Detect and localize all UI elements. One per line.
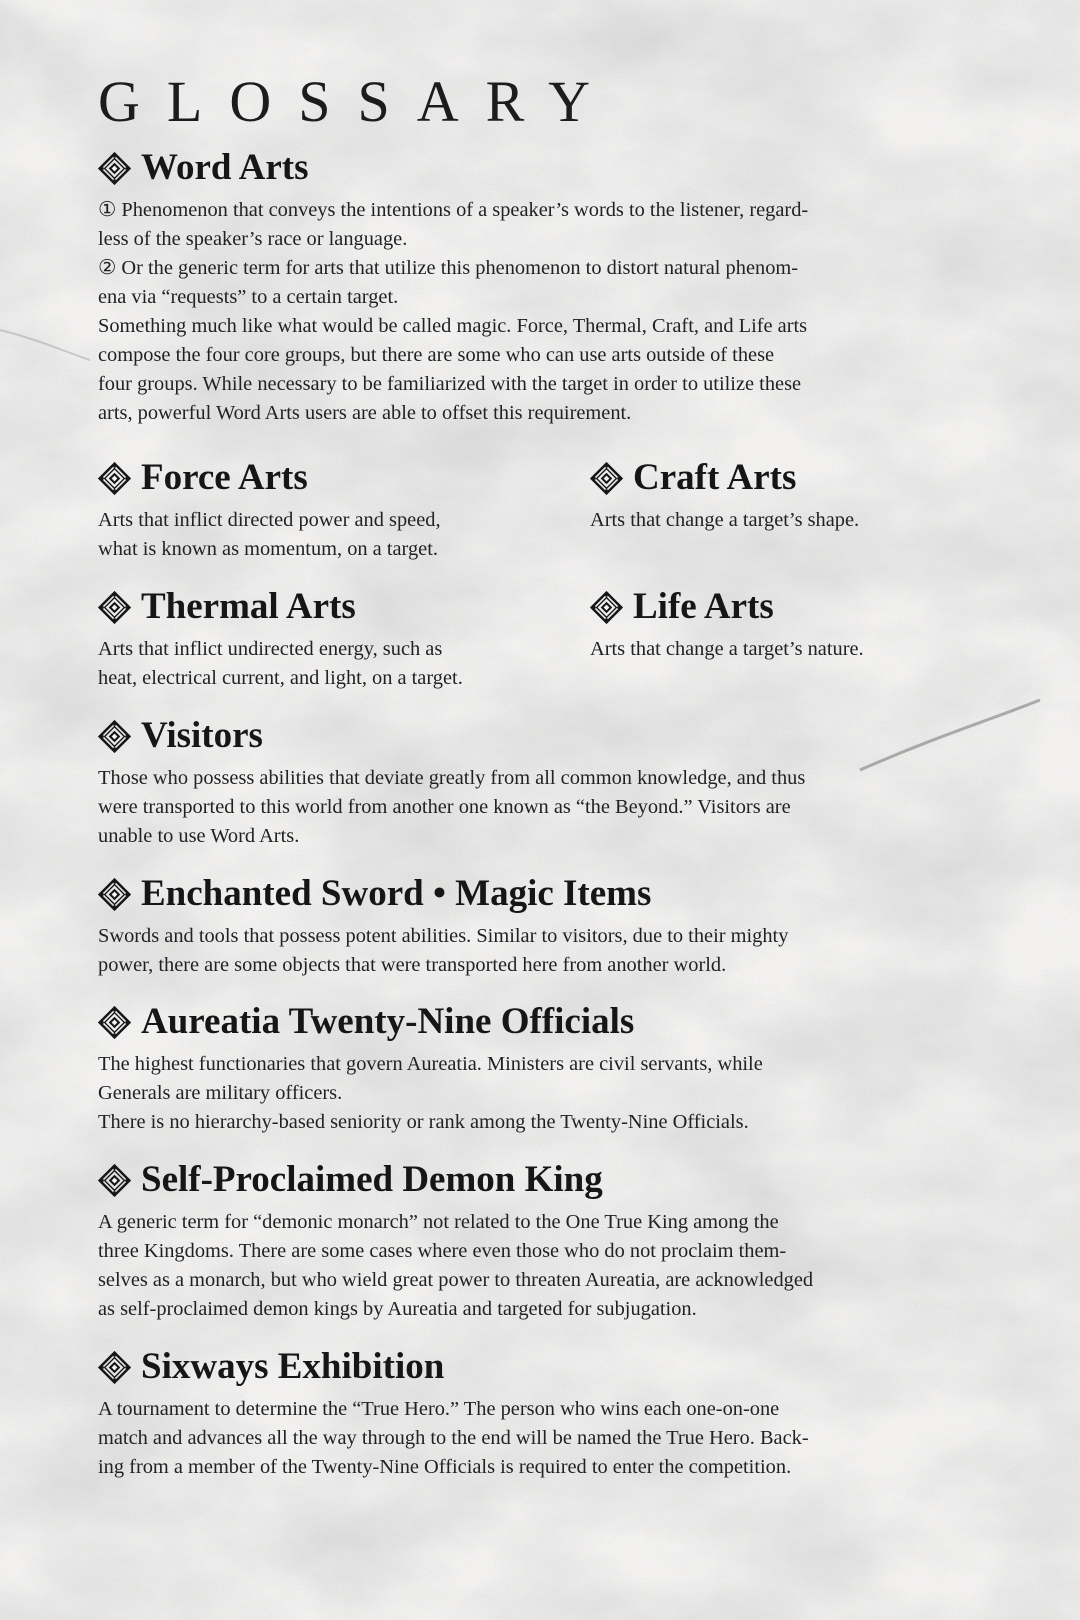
entry-body-line: ing from a member of the Twenty-Nine Officials is required to enter the competition. [98,1456,792,1478]
diamond-ornament-icon [98,1351,131,1384]
entry-heading-text: Force Arts [141,457,308,498]
diamond-ornament-icon [98,462,131,495]
entry-force-arts [98,456,558,564]
diamond-ornament-icon [98,878,131,911]
entry-sixways-exhibition [98,1345,918,1482]
entry-body-line: selves as a monarch, but who wield great power to threaten Aureatia, are acknowledged [98,1269,814,1291]
entry-heading-text: Self-Proclaimed Demon King [141,1159,603,1200]
entry-enchanted-sword [98,872,918,980]
entry-body-line: match and advances all the way through to the end will be named the True Hero. Back- [98,1427,809,1449]
entry-body-line: ② Or the generic term for arts that utilize this phenomenon to distort natural phenom- [98,257,799,279]
entry-heading [98,714,918,758]
entry-body-line: what is known as momentum, on a target. [98,538,438,560]
entry-body-line: power, there are some objects that were transported here from another world. [98,954,727,976]
entry-heading-text: Craft Arts [633,457,797,498]
entry-body-line: unable to use Word Arts. [98,825,300,847]
diamond-ornament-icon [98,1006,131,1039]
entry-body-line: Generals are military officers. [98,1082,343,1104]
entry-heading-text: Life Arts [633,586,774,627]
entry-heading-text: Thermal Arts [141,586,356,627]
entry-body-line: were transported to this world from another one known as “the Beyond.” Visitors are [98,796,791,818]
diamond-ornament-icon [98,152,131,185]
entry-heading-text: Enchanted Sword • Magic Items [141,873,652,914]
entry-heading-text: Visitors [141,715,263,756]
diamond-ornament-icon [98,591,131,624]
entry-heading-text: Word Arts [141,147,309,188]
entry-body-line: ① Phenomenon that conveys the intentions of a speaker’s words to the listener, regard- [98,199,809,221]
entry-heading [98,1345,918,1389]
entry-heading [98,1000,918,1044]
entry-body-line: Arts that change a target’s nature. [590,638,864,660]
entry-body-line: Those who possess abilities that deviate greatly from all common knowledge, and thus [98,767,806,789]
entry-twenty-nine-officials [98,1000,918,1137]
entry-body-line: compose the four core groups, but there are some who can use arts outside of these [98,344,775,366]
entry-heading-text: Sixways Exhibition [141,1346,445,1387]
entry-heading [98,456,558,500]
entry-body-line: as self-proclaimed demon kings by Aureatia and targeted for subjugation. [98,1298,697,1320]
entry-body-line: A tournament to determine the “True Hero.” The person who wins each one-on-one [98,1398,780,1420]
entry-body-line: A generic term for “demonic monarch” not related to the One True King among the [98,1211,779,1233]
diamond-ornament-icon [590,591,623,624]
entry-body-line: ena via “requests” to a certain target. [98,286,399,308]
entry-visitors [98,714,918,851]
entry-body-line: Swords and tools that possess potent abilities. Similar to visitors, due to their mighty [98,925,789,947]
entry-heading [98,1158,918,1202]
entry-demon-king [98,1158,918,1324]
entry-heading [98,872,918,916]
entry-body-line: Something much like what would be called magic. Force, Thermal, Craft, and Life arts [98,315,808,337]
diamond-ornament-icon [590,462,623,495]
entry-life-arts [590,585,950,664]
entry-body-line: There is no hierarchy-based seniority or rank among the Twenty-Nine Officials. [98,1111,749,1133]
entry-heading-text: Aureatia Twenty-Nine Officials [141,1001,635,1042]
entry-body-line: arts, powerful Word Arts users are able to offset this requirement. [98,402,632,424]
entry-body-line: The highest functionaries that govern Aureatia. Ministers are civil servants, while [98,1053,763,1075]
page-title: GLOSSARY [98,69,617,134]
entry-body-line: Arts that inflict undirected energy, such as [98,638,443,660]
entry-heading [590,456,950,500]
entry-body-line: three Kingdoms. There are some cases where even those who do not proclaim them- [98,1240,787,1262]
entry-body-line: Arts that change a target’s shape. [590,509,860,531]
diamond-ornament-icon [98,1164,131,1197]
entry-body-line: heat, electrical current, and light, on a target. [98,667,463,689]
entry-body-line: Arts that inflict directed power and speed, [98,509,441,531]
entry-body-line: less of the speaker’s race or language. [98,228,408,250]
entry-thermal-arts [98,585,568,693]
entry-body-line: four groups. While necessary to be familiarized with the target in order to utilize these [98,373,802,395]
entry-heading [98,146,918,190]
entry-word-arts [98,146,918,428]
entry-heading [590,585,950,629]
entry-craft-arts [590,456,950,535]
diamond-ornament-icon [98,720,131,753]
entry-heading [98,585,568,629]
